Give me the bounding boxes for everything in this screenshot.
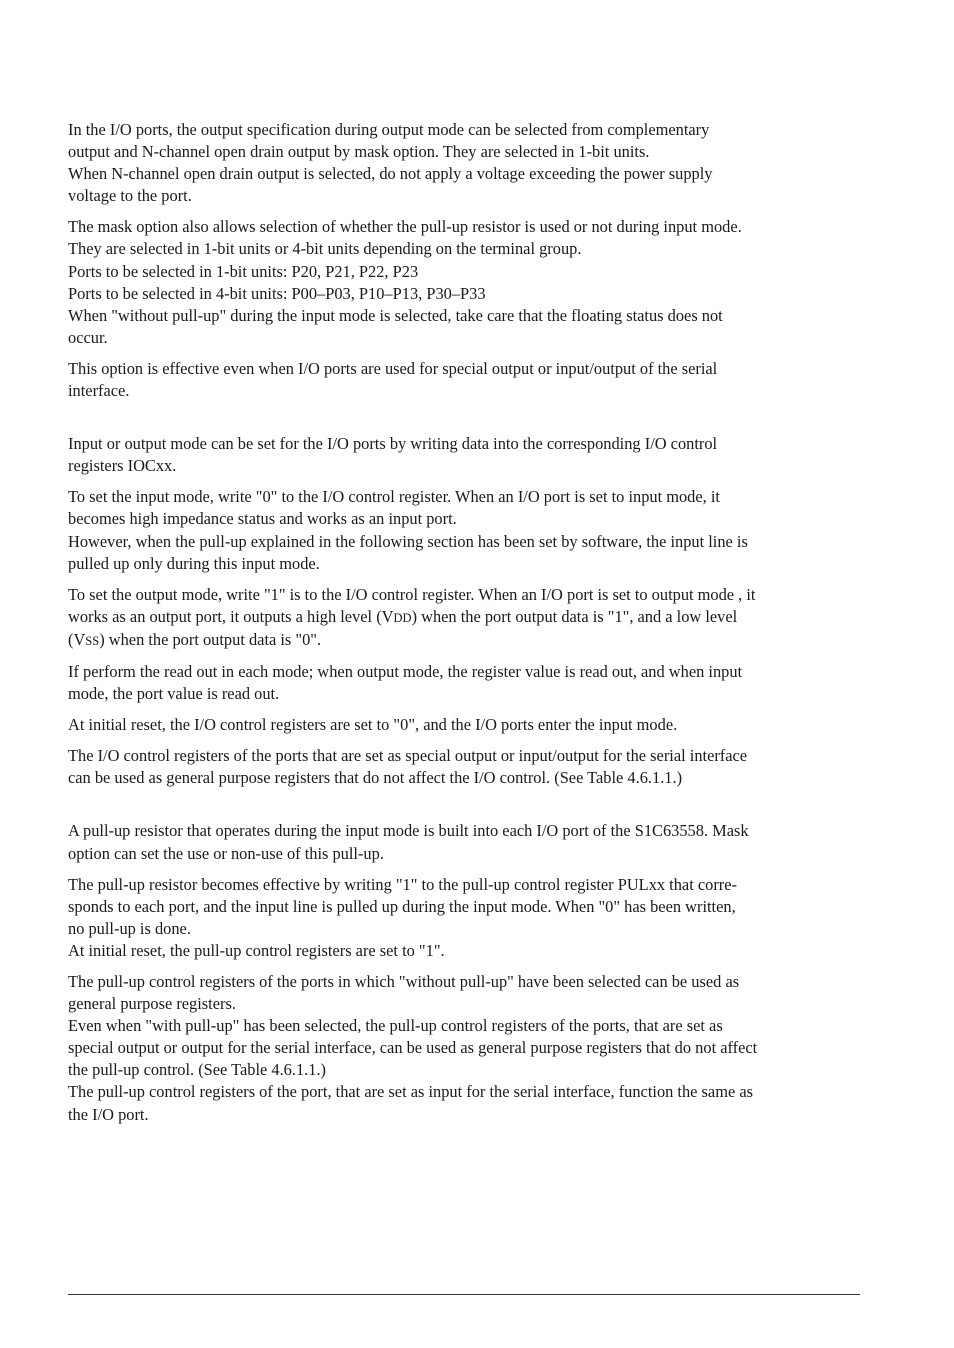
vss-subscript: SS [85,633,100,648]
paragraph: A pull-up resistor that operates during the input mode is built into each I/O port of the S1C63558. Mask option can set the use or non-use of this pull-up. [68,821,749,863]
paragraph: The pull-up control registers of the ports in which "without pull-up" have been selected can be used as general purpose registers. Even when "with pull-up" has been selected, the pull-up control registers of the ports, that are set as special output or output for the serial interface, can be used as general purpose registers that do not affect the pull-up control. (See Table 4.6.1.1.) The pull-up control registers of the port, that are set as input for the serial interface, function the same as the I/O port. [68,972,758,1124]
footer-divider [68,1294,860,1295]
paragraph: Input or output mode can be set for the I/O ports by writing data into the corresponding I/O control registers IOCxx. [68,434,718,476]
paragraph: To set the input mode, write "0" to the I/O control register. When an I/O port is set to input mode, it becomes high impedance status and works as an input port. However, when the pull-up explained in the following section has been set by software, the input line is pulled up only during this input mode. [68,487,748,573]
io-control-section [68,433,863,789]
paragraph: At initial reset, the I/O control registers are set to "0", and the I/O ports enter the input mode. [68,715,678,735]
paragraph: The I/O control registers of the ports that are set as special output or input/output for the serial interface can be used as general purpose registers that do not affect the I/O control. (See Table 4.6.1.1.) [68,746,748,788]
pull-up-section [68,820,863,1125]
paragraph: This option is effective even when I/O ports are used for special output or input/output of the serial interface. [68,358,718,401]
paragraph: If perform the read out in each mode; when output mode, the register value is read out, and when input mode, the port value is read out. [68,661,743,704]
vdd-subscript: DD [393,610,412,625]
text-run: To set the output mode, write "1" is to the I/O control register. When an I/O port is set to output mode , it works as an output port, it outputs a high level (V [68,584,756,626]
text-run: ) when the port output data is "1", and a low level (V [68,606,738,649]
text-run: ) when the port output data is "0". [99,629,322,649]
paragraph: In the I/O ports, the output specification during output mode can be selected from complementary output and N-channel open drain output by mask option. They are selected in 1-bit units. When N-channel open drain output is selected, do not apply a voltage exceeding the power supply voltage to the port. [68,120,713,206]
paragraph: The pull-up resistor becomes effective by writing "1" to the pull-up control register PULxx that corre- sponds to each port, and the input line is pulled up during the input mode. When "0" has been written, no pull-up is done. At initial reset, the pull-up control registers are set to "1". [68,874,737,960]
paragraph: The mask option also allows selection of whether the pull-up resistor is used or not during input mode. They are selected in 1-bit units or 4-bit units depending on the terminal group. Ports to be selected in 1-bit units: P20, P21, P22, P23 Ports to be selected in 4-bit units: P00–P03, P10–P13, P30–P33 When "without pull-up" during the input mode is selected, take care that the floating status does not occur. [68,217,742,347]
mask-option-section [68,119,863,402]
output-mode-paragraph [68,584,863,652]
document-page [68,119,863,1135]
